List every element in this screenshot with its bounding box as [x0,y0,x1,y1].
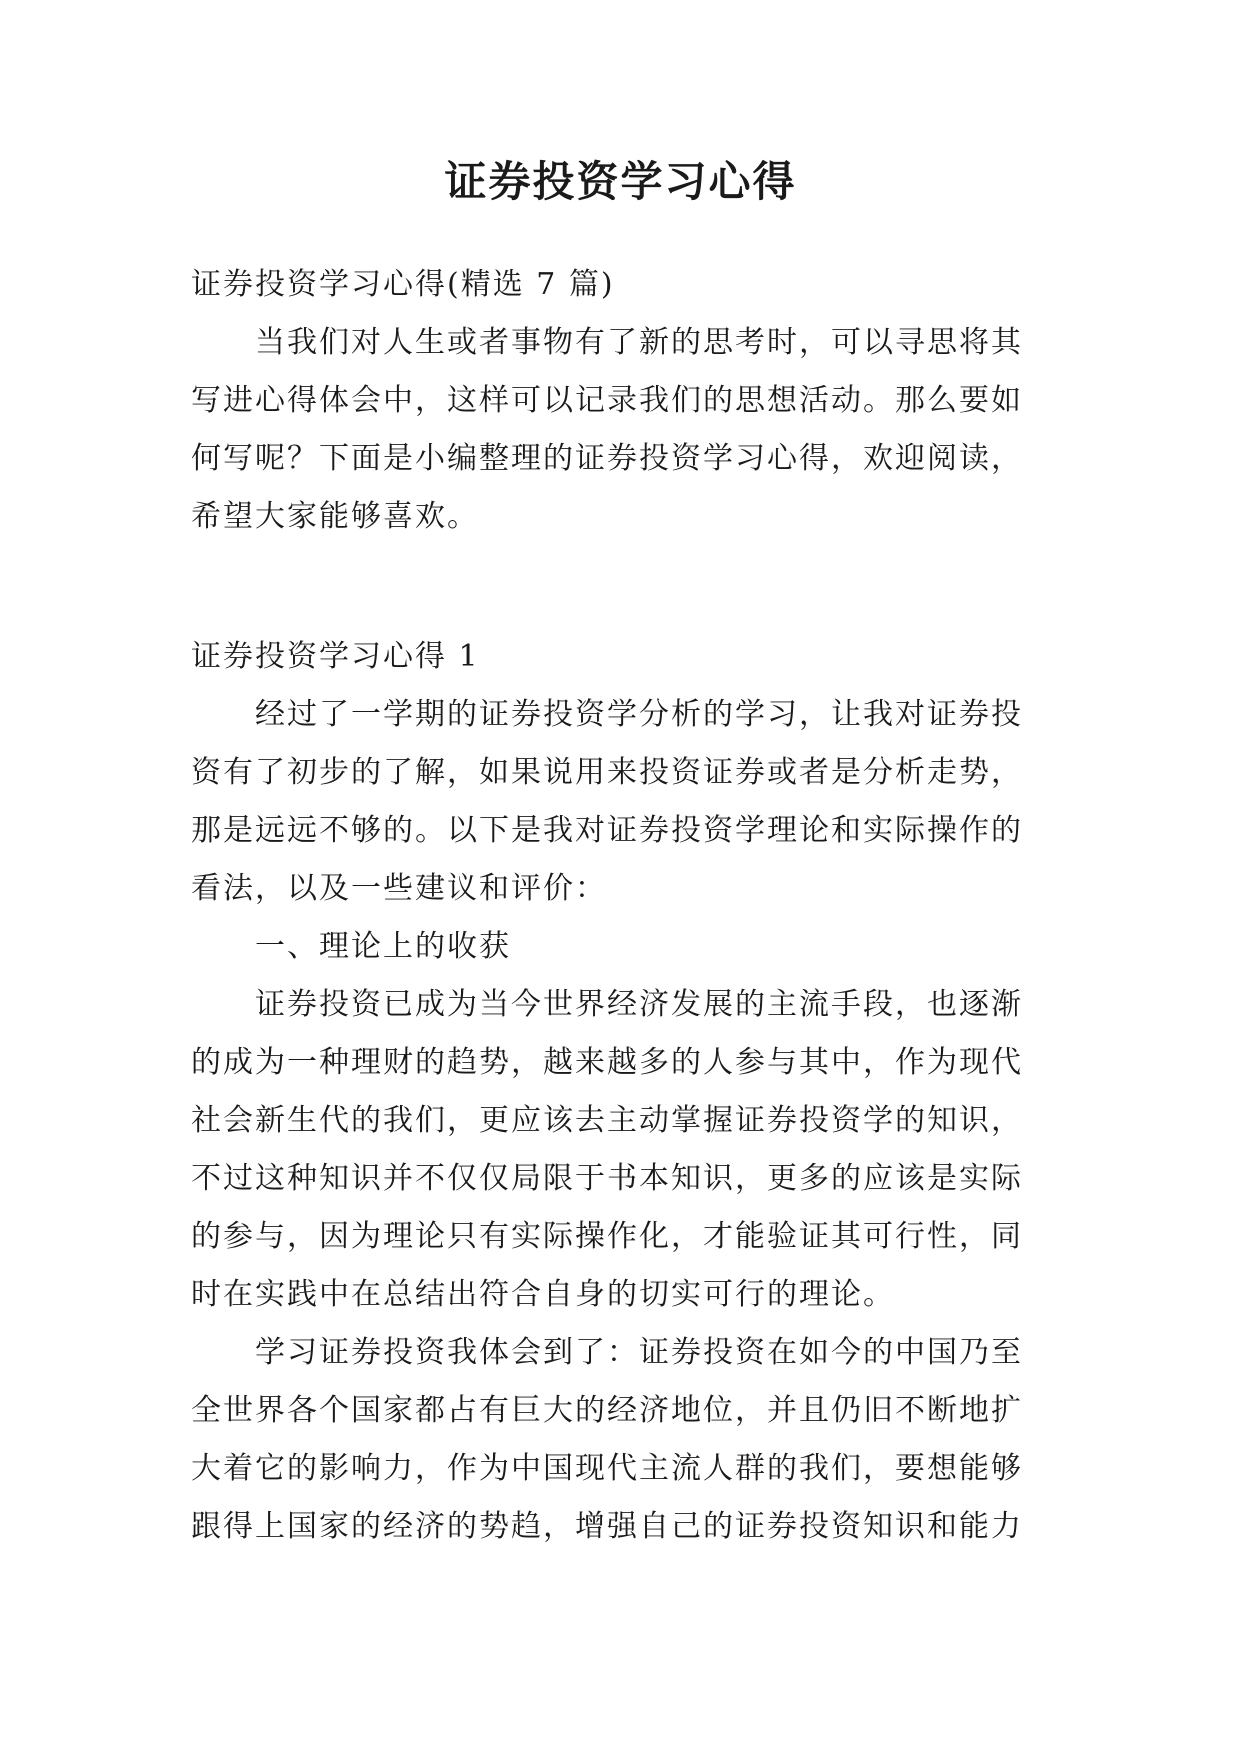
paragraph-line: 经过了一学期的证券投资学分析的学习，让我对证券投 [255,697,1023,732]
paragraph-line: 不过这种知识并不仅仅局限于书本知识，更多的应该是实际 [191,1161,1023,1196]
paragraph-1 [191,686,1061,918]
paragraph-line: 证券投资已成为当今世界经济发展的主流手段，也逐渐 [255,987,1023,1022]
paragraph-line: 时在实践中在总结出符合自身的切实可行的理论。 [191,1277,895,1312]
document-title: 证券投资学习心得 [444,157,797,206]
paragraph-line: 全世界各个国家都占有巨大的经济地位，并且仍旧不断地扩 [191,1393,1023,1428]
paragraph-line: 社会新生代的我们，更应该去主动掌握证券投资学的知识， [191,1103,1023,1138]
subheading: 一、理论上的收获 [255,929,511,964]
paragraph-line: 何写呢？下面是小编整理的证券投资学习心得，欢迎阅读， [191,441,1023,476]
paragraph-line: 学习证券投资我体会到了：证券投资在如今的中国乃至 [255,1335,1023,1370]
paragraph-line: 的成为一种理财的趋势，越来越多的人参与其中，作为现代 [191,1045,1023,1080]
section-heading: 证券投资学习心得 1 [191,639,480,674]
paragraph-line: 跟得上国家的经济的势趋，增强自己的证券投资知识和能力 [191,1509,1023,1544]
intro-paragraph [191,314,1061,546]
paragraph-line: 资有了初步的了解，如果说用来投资证券或者是分析走势， [191,755,1023,790]
paragraph-line: 写进心得体会中，这样可以记录我们的思想活动。那么要如 [191,383,1023,418]
paragraph-2 [191,976,1061,1324]
document-body [191,256,1061,1556]
paragraph-line: 大着它的影响力，作为中国现代主流人群的我们，要想能够 [191,1451,1023,1486]
paragraph-3 [191,1324,1061,1556]
paragraph-line: 当我们对人生或者事物有了新的思考时，可以寻思将其 [255,325,1023,360]
paragraph-line: 希望大家能够喜欢。 [191,499,479,534]
paragraph-line: 的参与，因为理论只有实际操作化，才能验证其可行性，同 [191,1219,1023,1254]
paragraph-line: 那是远远不够的。以下是我对证券投资学理论和实际操作的 [191,813,1023,848]
section-spacer [191,546,1061,628]
subtitle: 证券投资学习心得(精选 7 篇) [191,267,615,302]
paragraph-line: 看法，以及一些建议和评价： [191,871,607,906]
